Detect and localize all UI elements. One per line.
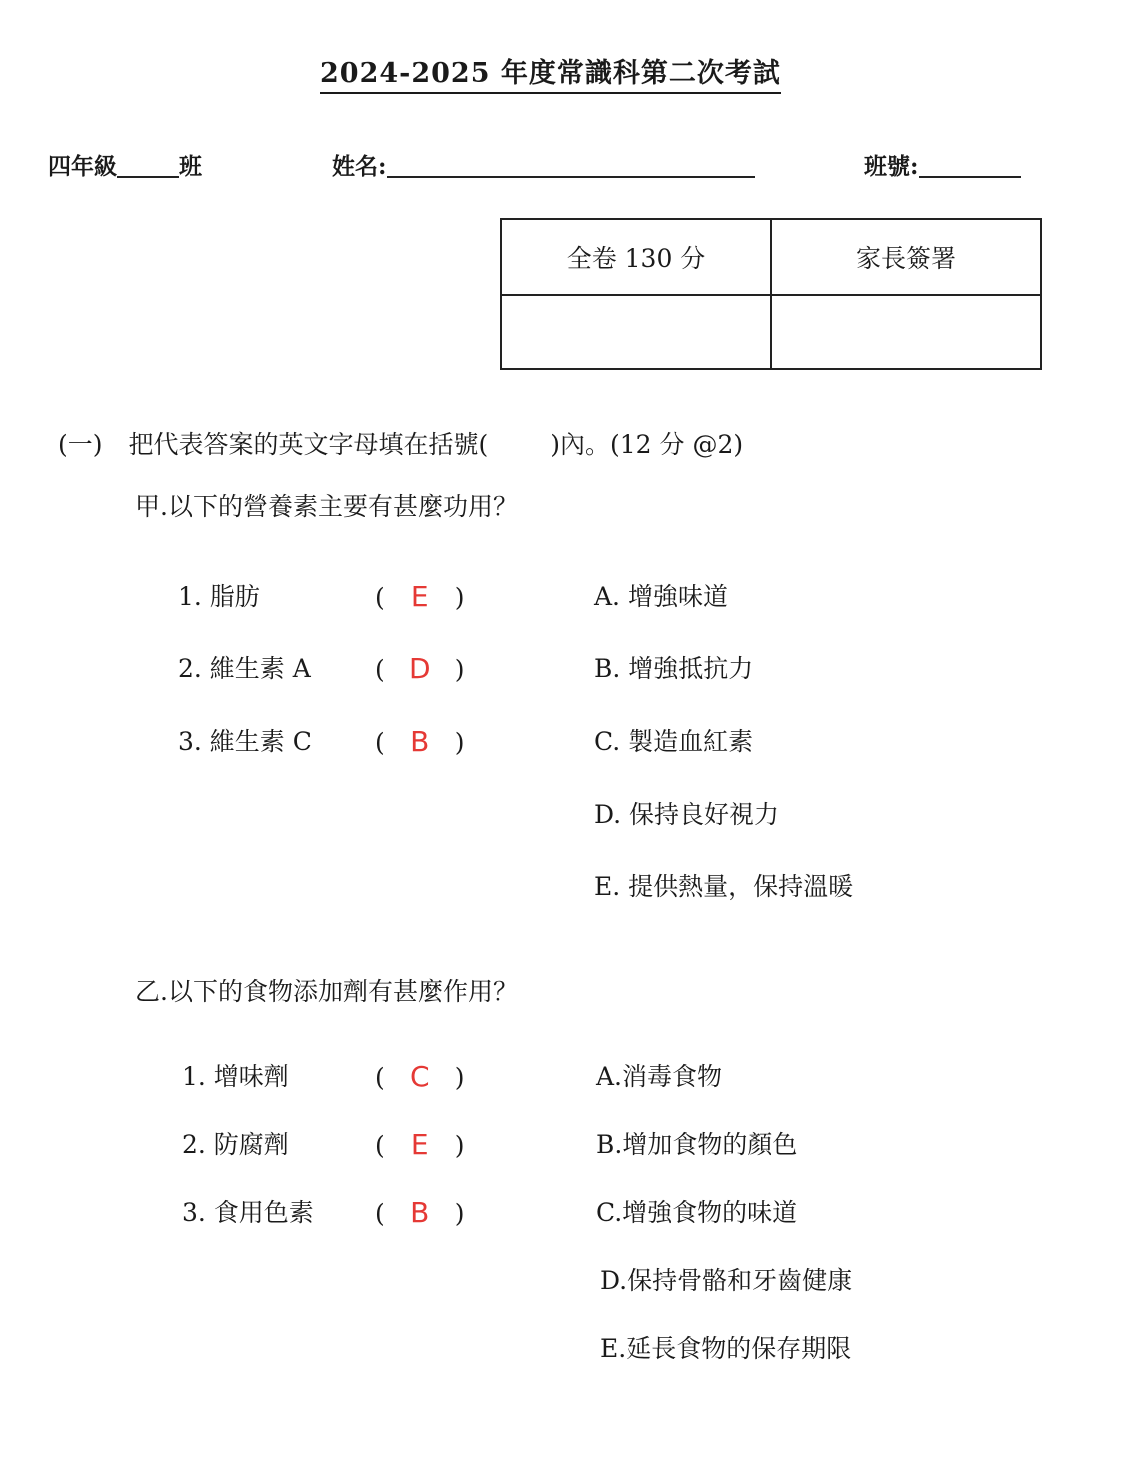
part-a-question: 甲.以下的營養素主要有甚麼功用？ [135, 492, 518, 521]
part-b-question: 乙.以下的食物添加劑有甚麼作用？ [135, 977, 518, 1006]
total-score-cell[interactable] [501, 295, 771, 369]
part-b-answer-2[interactable]: ( E ) [375, 1128, 465, 1161]
grade-class-field [48, 152, 202, 182]
part-a-answer-2[interactable]: ( D ) [375, 652, 465, 685]
part-a-answer-3[interactable]: ( B ) [375, 725, 465, 758]
part-b-item-1: 1. 增味劑 [182, 1062, 289, 1091]
part-b-option-b: B.增加食物的顏色 [596, 1130, 798, 1159]
grade-label: 四年級 [48, 153, 117, 180]
part-a-option-d: D. 保持良好視力 [594, 800, 780, 829]
name-label: 姓名: [332, 153, 387, 180]
parent-sign-header: 家長簽署 [771, 219, 1041, 295]
page-title: 2024-2025 年度常識科第二次考試 [320, 58, 781, 94]
section-number: (一) [58, 430, 103, 459]
score-table [500, 218, 1042, 370]
section1-instruction: (一) 把代表答案的英文字母填在括號( )內。(12 分 @2) [58, 430, 744, 459]
class-suffix: 班 [179, 153, 202, 180]
name-field [332, 152, 755, 182]
part-b-answer-3[interactable]: ( B ) [375, 1196, 465, 1229]
name-blank[interactable] [387, 176, 755, 178]
part-b-option-d: D.保持骨骼和牙齒健康 [600, 1266, 853, 1295]
number-blank[interactable] [919, 176, 1021, 178]
part-b-answer-1[interactable]: ( C ) [375, 1060, 465, 1093]
part-a-option-b: B. 增強抵抗力 [594, 654, 754, 683]
part-a-option-c: C. 製造血紅素 [594, 727, 754, 756]
total-score-header: 全卷 130 分 [501, 219, 771, 295]
part-b-option-c: C.增強食物的味道 [596, 1198, 798, 1227]
number-label: 班號: [864, 153, 919, 180]
part-b-option-a: A.消毒食物 [596, 1062, 723, 1091]
part-a-option-e: E. 提供熱量，保持溫暖 [594, 872, 854, 901]
part-a-item-2: 2. 維生素 A [178, 654, 311, 683]
class-blank[interactable] [117, 176, 179, 178]
part-a-answer-1[interactable]: ( E ) [375, 580, 465, 613]
part-a-item-3: 3. 維生素 C [178, 727, 312, 756]
parent-sign-cell[interactable] [771, 295, 1041, 369]
part-b-option-e: E.延長食物的保存期限 [600, 1334, 852, 1363]
part-b-item-3: 3. 食用色素 [182, 1198, 314, 1227]
part-a-option-a: A. 增強味道 [594, 582, 728, 611]
part-b-item-2: 2. 防腐劑 [182, 1130, 289, 1159]
part-a-item-1: 1. 脂肪 [178, 582, 260, 611]
number-field [864, 152, 1021, 182]
